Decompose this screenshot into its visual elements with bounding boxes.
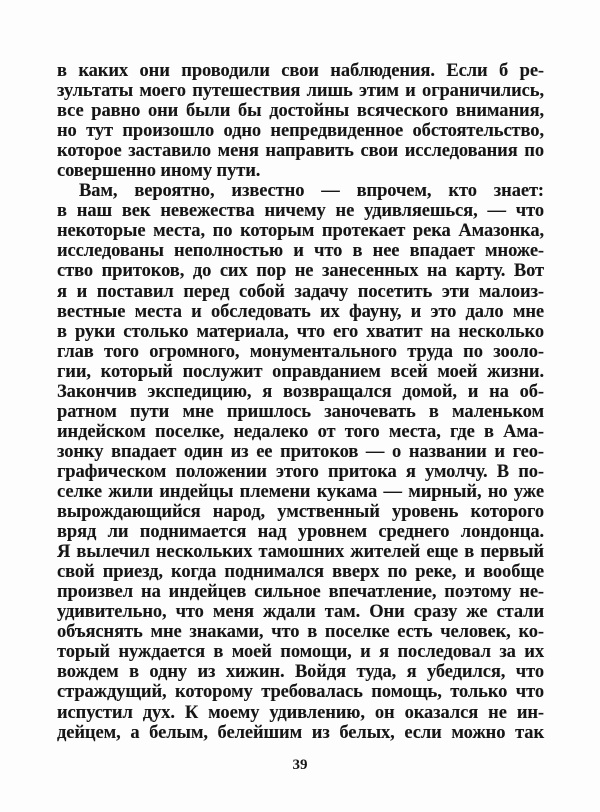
text-line: страждущий, которому требовалась помощь, только что	[57, 682, 544, 703]
text-line: ство притоков, до сих пор не занесенных на карту. Вот	[57, 261, 544, 282]
text-line: некоторые места, по которым протекает река Амазонка,	[57, 221, 544, 242]
text-line: Вам, вероятно, известно — впрочем, кто знает:	[79, 181, 544, 202]
text-line: в каких они проводили свои наблюдения. Если б ре-	[57, 61, 544, 81]
text-line: Я вылечил нескольких тамошних жителей еще в первый	[57, 542, 544, 563]
text-line: все равно они были бы достойны всяческого внимания,	[57, 101, 544, 122]
text-line: в наш век невежества ничему не удивляешься, — что	[57, 201, 544, 222]
text-line: Закончив экспедицию, я возвращался домой, и на об-	[57, 381, 544, 402]
text-line: графическом положении этого притока я умолчу. В по-	[57, 461, 544, 482]
text-line: вырождающийся народ, умственный уровень которого	[57, 502, 544, 523]
text-line: вряд ли поднимается над уровнем среднего лондонца.	[57, 522, 544, 543]
text-line: индейском поселке, недалеко от того места, где в Ама-	[57, 421, 544, 442]
text-line: вестные места и обследовать их фауну, и это дало мне	[57, 301, 544, 322]
text-line: глав того огромного, монументального труда по зооло-	[57, 341, 544, 362]
text-line: ратном пути мне пришлось заночевать в маленьком	[57, 401, 544, 422]
text-line: селке жили индейцы племени кукама — мирный, но уже	[57, 481, 544, 502]
text-line: торый нуждается в моей помощи, и я последовал за их	[57, 642, 544, 663]
text-line: объяснять мне знаками, что в поселке есть человек, ко-	[57, 622, 544, 643]
text-line: зультаты моего путешествия лишь этим и ограничились,	[57, 81, 544, 102]
text-line: совершенно иному пути.	[57, 161, 261, 182]
text-line: удивительно, что меня ждали там. Они сразу же стали	[57, 602, 544, 623]
text-line: дейцем, а белым, белейшим из белых, если можно так	[57, 722, 544, 743]
text-line: зонку впадает один из ее притоков — о названии и гео-	[57, 441, 544, 462]
text-line: исследованы неполностью и что в нее впадает множе-	[57, 241, 544, 262]
text-line: произвел на индейцев сильное впечатление, поэтому не-	[57, 582, 544, 603]
text-line: вождем в одну из хижин. Войдя туда, я убедился, что	[57, 662, 544, 683]
text-line: испустил дух. К моему удивлению, он оказался не ин-	[57, 702, 544, 723]
text-line: я и поставил перед собой задачу посетить эти малоиз-	[57, 281, 544, 302]
text-line: которое заставило меня направить свои исследования по	[57, 141, 544, 162]
page-number: 39	[292, 757, 308, 773]
text-line: свой приезд, когда поднимался вверх по реке, и вообще	[57, 562, 544, 583]
body-text	[57, 61, 544, 743]
text-line: в руки столько материала, что его хватит на несколько	[57, 321, 544, 342]
text-line: но тут произошло одно непредвиденное обстоятельство,	[57, 121, 544, 142]
text-line: гии, который послужит оправданием всей моей жизни.	[57, 361, 544, 382]
